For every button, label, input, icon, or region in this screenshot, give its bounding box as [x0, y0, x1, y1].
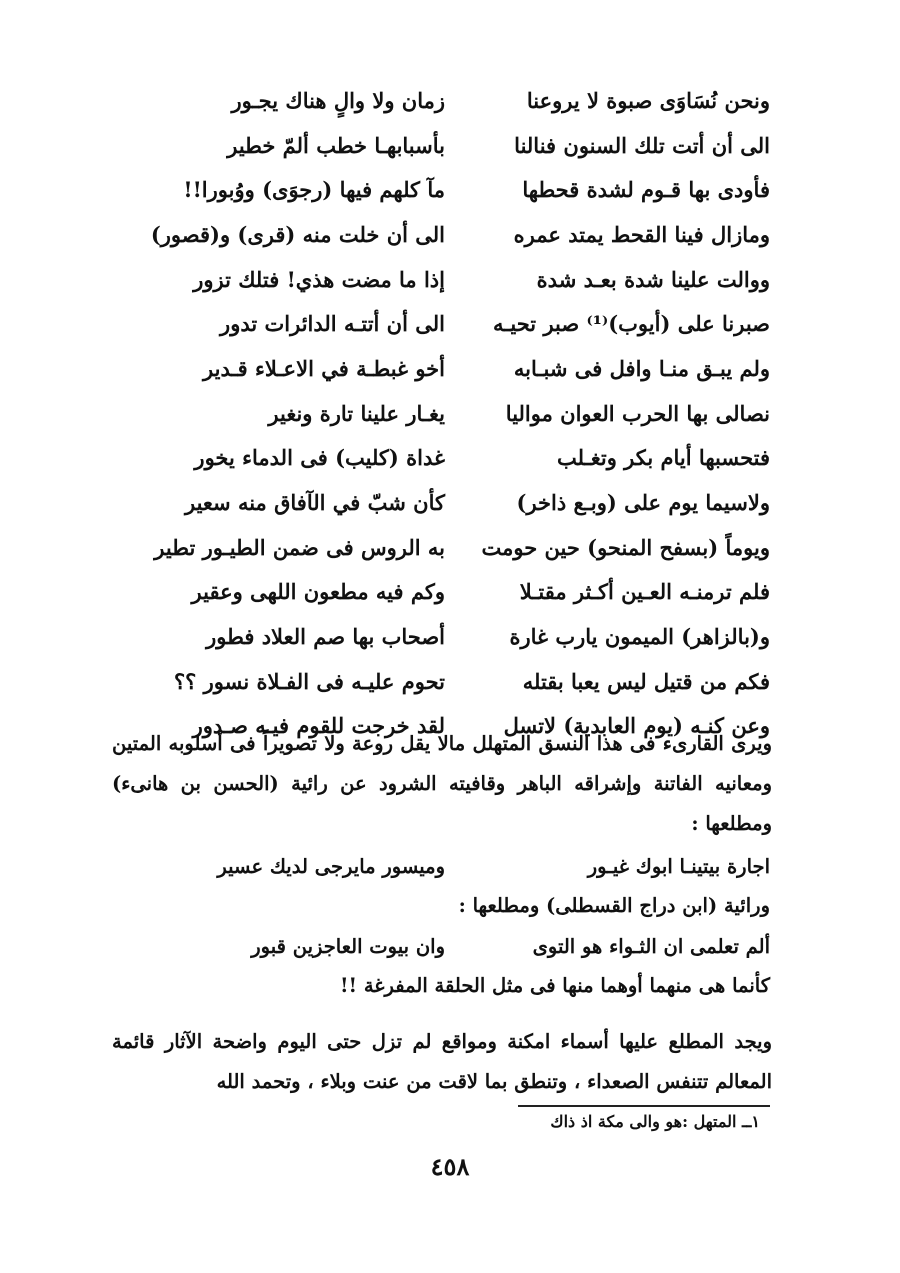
verse-line	[130, 212, 770, 257]
verse-first-hemistich: و(بالزاهر) الميمون يارب غارة	[509, 624, 770, 650]
footnote-divider	[518, 1105, 770, 1107]
verse-first-hemistich: ولاسيما يوم على (وبـع ذاخر)	[516, 490, 770, 516]
verse-line	[130, 167, 770, 212]
page-number: ٤٥٨	[430, 1152, 470, 1181]
verse-second-hemistich: مآ كلهم فيها (رجوَى) ووُبورا!!	[183, 177, 445, 203]
verse-line	[130, 570, 770, 615]
verse-second-hemistich: لقد خرجت للقوم فيـه صـدور	[192, 713, 445, 739]
verse-line	[130, 78, 770, 123]
verse-first-hemistich: اجارة بيتينـا ابوك غيـور	[587, 854, 770, 878]
verse-second-hemistich: به الروس فى ضمن الطيـور تطير	[154, 534, 445, 560]
verse-second-hemistich: إذا ما مضت هذي! فتلك تزور	[193, 266, 445, 292]
verse-first-hemistich: ووالت علينا شدة بعـد شدة	[536, 266, 770, 292]
verse-second-hemistich: يغـار علينا تارة ونغير	[268, 400, 445, 426]
verse-second-hemistich: وكم فيه مطعون اللهى وعقير	[191, 579, 445, 605]
comparison-line: كأنما هى منهما أوهما منها فى مثل الحلقة المفرغة !!	[339, 974, 770, 997]
verse-first-hemistich: ونحن نُسَاوَى صبوة لا يروعنا	[526, 87, 770, 113]
verse-second-hemistich: تحوم عليـه فى الفـلاة نسور ؟؟	[174, 668, 445, 694]
reference-line: ورائية (ابن دراج القسطلى) ومطلعها :	[458, 894, 770, 917]
verse-second-hemistich: زمان ولا والٍ هناك يجـور	[231, 87, 445, 113]
verse-first-hemistich: نصالى بها الحرب العوان مواليا	[505, 400, 770, 426]
footnote: ١ــ المتهل :هو والى مكة اذ ذاك	[550, 1112, 760, 1131]
quoted-verse-line	[130, 846, 770, 886]
verse-first-hemistich: الى أن أتت تلك السنون فنالنا	[514, 132, 770, 158]
verse-second-hemistich: وميسور مايرجى لديك عسير	[217, 854, 445, 878]
verse-line	[130, 659, 770, 704]
commentary-paragraph: ويرى القارىء فى هذا النسق المتهلل مالا يقل روعة ولا تصويراً فى أسلوبه المتين ومعانيه الفاتنة وإشراقه الباهر وقافيته الشرود عن رائية (الحسن بن هانىء) ومطلعها :	[112, 732, 772, 835]
verse-first-hemistich: وعن كنـه (يوم العابدية) لاتسل	[503, 713, 770, 739]
verse-first-hemistich: ألم تعلمى ان الثـواء هو التوى	[532, 934, 770, 958]
verse-first-hemistich: ومازال فينا القحط يمتد عمره	[513, 221, 770, 247]
verse-line	[130, 123, 770, 168]
verse-first-hemistich: فأودى بها قـوم لشدة قحطها	[522, 177, 770, 203]
quoted-verses	[130, 846, 770, 1006]
verse-line	[130, 525, 770, 570]
verse-line	[130, 480, 770, 525]
quoted-verse-line	[130, 926, 770, 966]
verse-second-hemistich: أصحاب بها صم العلاد فطور	[206, 624, 445, 650]
verse-line	[130, 301, 770, 346]
verse-first-hemistich: صبرنا على (أيوب)⁽¹⁾ صبر تحيـه	[492, 311, 770, 337]
verse-first-hemistich: فتحسبها أيام بكر وتغـلب	[557, 445, 770, 471]
poem-verses	[130, 78, 770, 748]
verse-first-hemistich: فكم من قتيل ليس يعبا بقتله	[522, 668, 770, 694]
verse-second-hemistich: كأن شبّ في الآفاق منه سعير	[185, 490, 445, 516]
verse-second-hemistich: غداة (كليب) فى الدماء يخور	[194, 445, 445, 471]
verse-second-hemistich: الى أن أتتـه الدائرات تدور	[220, 311, 445, 337]
verse-first-hemistich: فلم ترمنـه العـين أكـثر مقتـلا	[519, 579, 770, 605]
verse-second-hemistich: وان بيوت العاجزين قبور	[251, 934, 445, 958]
verse-line	[130, 391, 770, 436]
verse-line	[130, 346, 770, 391]
verse-second-hemistich: الى أن خلت منه (قرى) و(قصور)	[150, 221, 445, 247]
verse-line	[130, 257, 770, 302]
verse-second-hemistich: أخو غبطـة في الاعـلاء قـدير	[203, 355, 445, 381]
verse-line	[130, 436, 770, 481]
verse-first-hemistich: ويوماً (بسفح المنحو) حين حومت	[481, 534, 770, 560]
commentary-paragraph: ويجد المطلع عليها أسماء امكنة ومواقع لم تزل حتى اليوم واضحة الآثار قائمة المعالم تتنفس الصعداء ، وتنطق بما لاقت من عنت وبلاء ، وتحمد الله	[112, 1030, 772, 1093]
verse-line	[130, 614, 770, 659]
verse-second-hemistich: بأسبابهـا خطب ألمّ خطير	[227, 132, 445, 158]
verse-first-hemistich: ولم يبـق منـا وافل فى شبـابه	[513, 355, 770, 381]
